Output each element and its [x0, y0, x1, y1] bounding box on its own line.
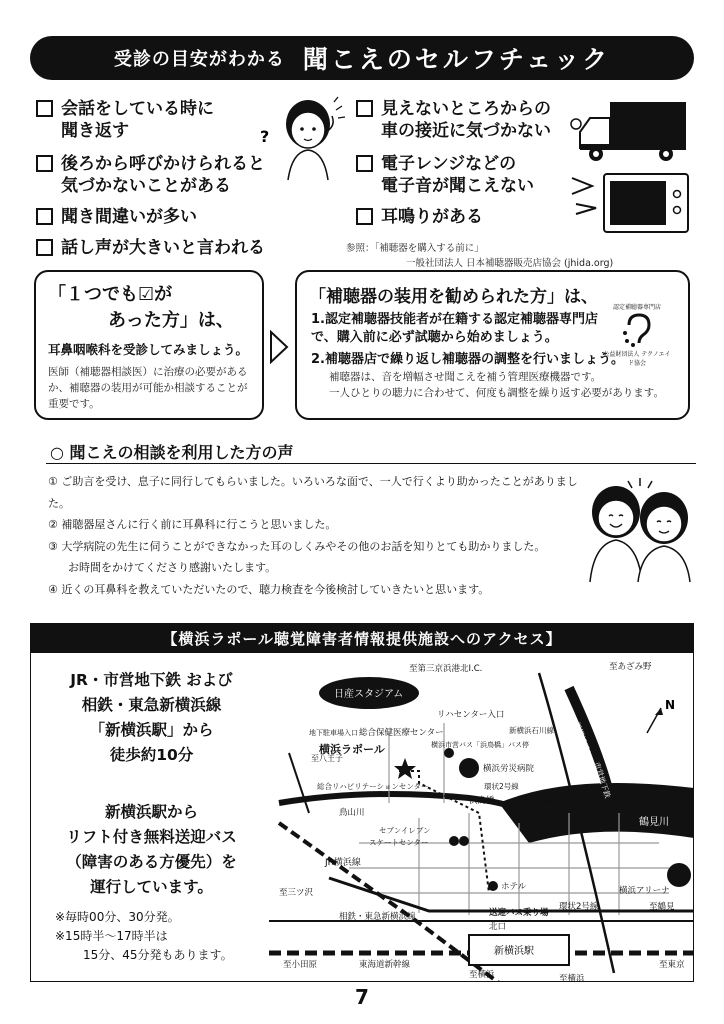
directions: JR・市営地下鉄 および 相鉄・東急新横浜線 「新横浜駅」から 徒歩約10分 新横浜駅から リフト付き無料送迎バス （障害のある方優先）を 運行しています。: [66, 671, 237, 896]
checkbox[interactable]: [36, 208, 53, 225]
label-daisan: 至第三京浜港北I.C.: [409, 664, 483, 674]
label-nissan: 日産スタジアム: [334, 689, 404, 700]
rapole-star-icon: [394, 758, 416, 779]
label-north-exit: 北口: [489, 922, 507, 932]
label-rehab-center: 総合リハビリテーションセンター: [317, 782, 429, 791]
chevron-right-icon: [268, 330, 290, 364]
label-subway: 市営地下鉄: [592, 760, 613, 800]
ear-logo-icon: [617, 311, 657, 347]
certified-shop-logo: 認定補聴器専門店 公益財団法人 テクノエイド協会: [603, 304, 671, 367]
two-women-illustration: [582, 474, 694, 584]
label-kanjo2: 環状2号線: [559, 902, 599, 912]
callout-note-2: 一人ひとりの聴力に合わせて、何度も調整を繰り返す必要があります。: [329, 387, 664, 399]
banner-subtitle: 受診の目安がわかる: [113, 49, 285, 70]
label-hotel: ホテル: [501, 882, 527, 892]
label-seven: セブンイレブン: [379, 826, 431, 835]
callout-item-2: 2.補聴器店で繰り返し補聴器の調整を行いましょう。: [311, 352, 624, 367]
rosai-dot: [459, 758, 479, 778]
callout-heading: 「１つでも☑が: [48, 284, 173, 305]
callout-heading: 「補聴器の装用を勧められた方」は、: [309, 287, 598, 307]
label-skate: スケートセンター: [369, 838, 429, 847]
check-item-6[interactable]: 電子レンジなどの 電子音が聞こえない: [356, 153, 534, 197]
label-hoken-center: 総合保健医療センター: [359, 728, 444, 738]
divider: [46, 463, 696, 464]
callout-note-1: 補聴器は、音を増幅させ聞こえを補う管理医療機器です。: [329, 371, 602, 383]
callout-body: 耳鼻咽喉科を受診してみましょう。: [48, 342, 249, 357]
hoken-center-dot: [444, 748, 454, 758]
label-azamino: 至あざみ野: [609, 662, 652, 672]
label-pickup: 送迎バス乗り場: [489, 908, 549, 918]
label-arena: 横浜アリーナ: [619, 886, 670, 896]
bus-notes: ※毎時00分、30分発。 ※15時半〜17時半は 15分、45分発もあります。: [55, 910, 233, 962]
hotel-dot: [488, 881, 498, 891]
truck-illustration: [570, 96, 690, 166]
reference-note: 参照：「補聴器を購入する前に」 一般社団法人 日本補聴器販売店協会 (jhida.org): [346, 243, 614, 269]
callout-item-1: 1.認定補聴器技能者が在籍する認定補聴器専門店で、購入前に必ず試聴から始めましょう。: [311, 312, 598, 345]
label-to-yokohama-1: 至横浜: [469, 970, 495, 980]
label-tokaido: 東海道新幹線: [359, 960, 411, 970]
access-panel: [30, 653, 694, 982]
label-rosai: 横浜労災病院: [483, 764, 535, 774]
checkbox[interactable]: [356, 208, 373, 225]
checkbox[interactable]: [36, 100, 53, 117]
label-tsurumigawa: 鶴見川: [639, 817, 669, 828]
list-item: ② 補聴器屋さんに行く前に耳鼻科に行こうと思いました。: [48, 518, 337, 531]
label-tsurumi: 至鶴見: [649, 902, 675, 912]
list-item: ① ご助言を受け、息子に同行してもらいました。いろいろな面で、一人で行くより助かったことがありました。: [48, 475, 578, 510]
access-map[interactable]: [269, 653, 694, 982]
check-item-5[interactable]: 見えないところからの 車の接近に気づかない: [356, 98, 551, 142]
voices-heading: ○ 聞こえの相談を利用した方の声: [50, 443, 294, 462]
skate-dot: [459, 836, 469, 846]
check-item-2[interactable]: 後ろから呼びかけられると 気づかないことがある: [36, 153, 265, 197]
woman-listening-illustration: [256, 92, 352, 180]
north-arrow-icon: [647, 698, 675, 733]
label-parking: 地下駐車場入口: [309, 729, 358, 737]
list-item: ③ 大学病院の先生に伺うことができなかった耳のしくみやその他のお話を知りとても助かりました。: [48, 539, 546, 553]
voices-list: [48, 471, 578, 600]
label-jr: JR横浜線: [325, 858, 361, 868]
label-sotetsu: 相鉄・東急新横浜線: [339, 912, 416, 922]
label-rehab-entrance: リハセンター入口: [437, 710, 505, 720]
label-bus-stop: 横浜市営バス「浜鳥橋」バス停: [431, 741, 529, 749]
svg-text:N: N: [665, 698, 676, 712]
checkbox[interactable]: [36, 155, 53, 172]
label-station: 新横浜駅: [494, 946, 534, 957]
label-to-yokohama-2: 至横浜: [559, 974, 585, 982]
check-item-1[interactable]: 会話をしている時に 聞き返す: [36, 98, 214, 142]
title-banner: [30, 36, 694, 80]
page-number: 7: [355, 985, 369, 1009]
access-heading: 【横浜ラポール聴覚障害者情報提供施設へのアクセス】: [30, 623, 694, 653]
label-hamatori: 浜鳥橋: [469, 796, 495, 806]
banner-title: 聞こえのセルフチェック: [302, 45, 611, 74]
check-item-3[interactable]: 聞き間違いが多い: [36, 206, 197, 228]
label-shinyoko-dori: 新横浜通り: [572, 720, 594, 759]
svg-text:?: ?: [260, 127, 270, 146]
label-rapole: 横浜ラポール: [319, 743, 385, 756]
checkbox[interactable]: [356, 100, 373, 117]
label-hachioji: 至八王子: [311, 754, 343, 763]
label-ishikawa: 新横浜石川線: [509, 726, 554, 735]
callout-heading-2: あった方」は、: [108, 310, 234, 331]
label-odawara: 至小田原: [283, 960, 318, 970]
callout-see-doctor: [34, 270, 264, 420]
label-toriyama: 鳥山川: [339, 808, 365, 818]
label-toriyama-bridge: 鳥山大橋: [539, 796, 574, 806]
list-item: お時間をかけてくださり感謝いたします。: [68, 561, 277, 574]
label-kanjo: 環状2号線: [484, 782, 519, 791]
callout-hearing-aid: [295, 270, 690, 420]
seven-dot: [449, 836, 459, 846]
label-tokyo: 至東京: [659, 960, 685, 970]
checkbox[interactable]: [36, 239, 53, 256]
label-mitsuzawa: 至三ツ沢: [279, 888, 314, 898]
check-item-7[interactable]: 耳鳴りがある: [356, 206, 483, 228]
arena-dot: [667, 863, 691, 887]
checkbox[interactable]: [356, 155, 373, 172]
microwave-illustration: [566, 164, 691, 236]
check-item-4[interactable]: 話し声が大きいと言われる: [36, 237, 265, 259]
list-item: ④ 近くの耳鼻科を教えていただいたので、聴力検査を今後検討していきたいと思います。: [48, 582, 490, 596]
callout-note: 医師（補聴器相談医）に治療の必要があるか、補聴器の装用が可能か相談することが重要です。: [48, 366, 248, 410]
